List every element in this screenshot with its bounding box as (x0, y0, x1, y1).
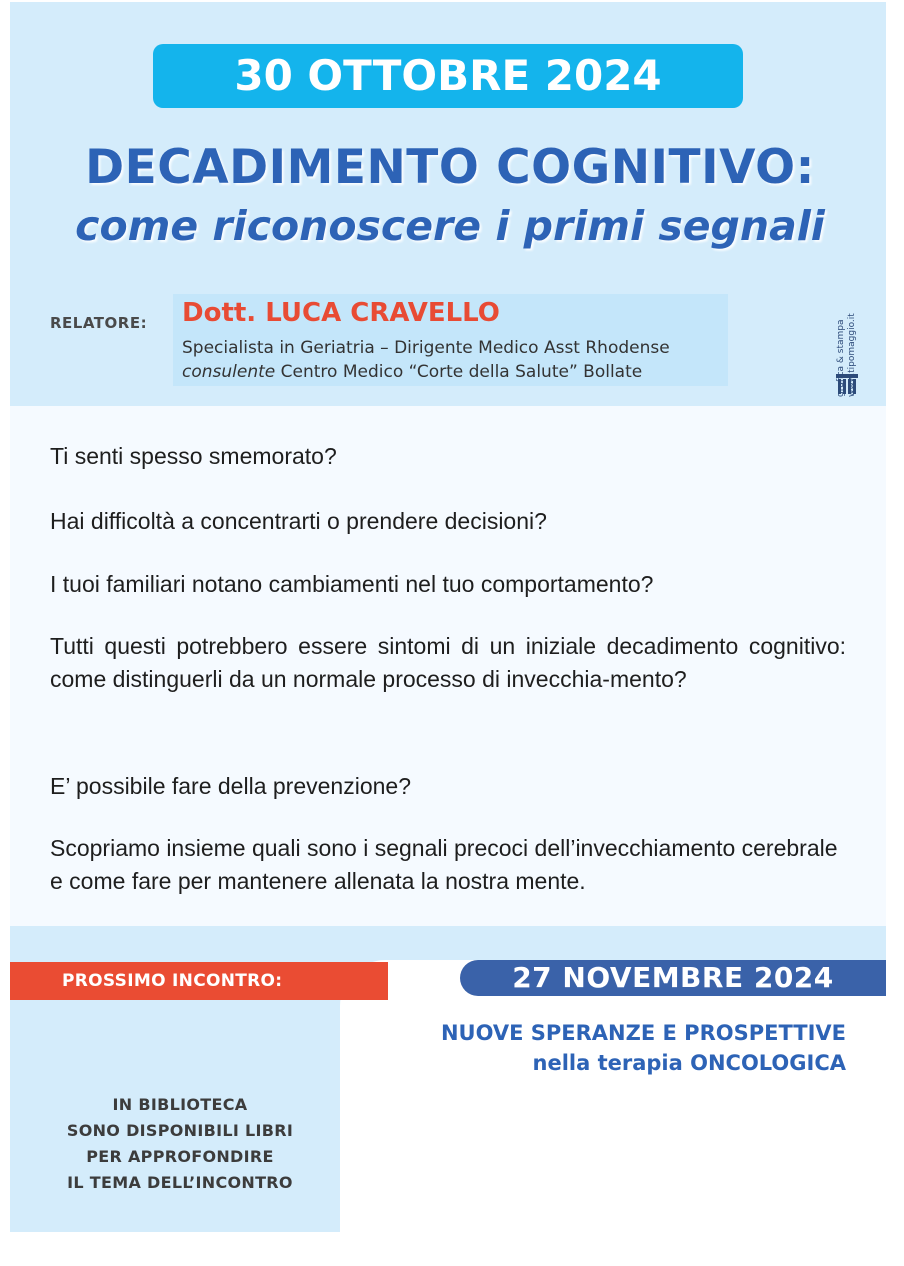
library-note-line4: IL TEMA DELL’INCONTRO (67, 1173, 293, 1192)
next-event-card (340, 960, 886, 1232)
library-note-line1: IN BIBLIOTECA (112, 1095, 248, 1114)
body-paragraph-3: I tuoi familiari notano cambiamenti nel tuo comportamento? (50, 571, 654, 597)
event-date-badge: 30 OTTOBRE 2024 (153, 44, 743, 108)
speaker-label: RELATORE: (50, 314, 148, 332)
printer-credit (836, 313, 858, 397)
body-paragraph-4: Tutti questi potrebbero essere sintomi di un iniziale decadimento cognitivo: come distinguerli da un normale processo di invecchia-mento? (50, 633, 846, 692)
speaker-role: Specialista in Geriatria – Dirigente Medico Asst Rhodense (182, 338, 670, 358)
body-paragraph-2: Hai difficoltà a concentrarti o prendere decisioni? (50, 508, 547, 534)
body-paragraph-5: E’ possibile fare della prevenzione? (50, 773, 411, 799)
speaker-affiliation-rest: Centro Medico “Corte della Salute” Bollate (275, 362, 643, 382)
next-event-title-line1: NUOVE SPERANZE E PROSPETTIVE (440, 1021, 846, 1045)
printer-credit-line1: grafica & stampa (836, 319, 846, 397)
next-event-title (326, 1018, 846, 1078)
next-event-title-line2: nella terapia ONCOLOGICA (532, 1051, 846, 1075)
speaker-affiliation (182, 362, 642, 382)
body-paragraph-6: Scopriamo insieme quali sono i segnali precoci dell’invecchiamento cerebrale e come fare per mantenere allenata la nostra mente. (50, 835, 838, 894)
next-event-date: 27 NOVEMBRE 2024 (460, 960, 886, 996)
event-title: DECADIMENTO COGNITIVO: (85, 140, 815, 195)
printer-credit-url: www.tipomaggio.it (847, 313, 857, 397)
body-paragraph-1: Ti senti spesso smemorato? (50, 443, 337, 469)
speaker-affiliation-italic: consulente (182, 362, 276, 382)
speaker-name: Dott. LUCA CRAVELLO (182, 298, 500, 328)
next-event-label: PROSSIMO INCONTRO: (10, 962, 388, 1000)
poster (10, 2, 886, 1232)
library-note-line3: PER APPROFONDIRE (86, 1147, 274, 1166)
library-note-line2: SONO DISPONIBILI LIBRI (66, 1121, 294, 1140)
event-subtitle: come riconoscere i primi segnali (75, 202, 825, 250)
library-note (30, 1092, 330, 1196)
